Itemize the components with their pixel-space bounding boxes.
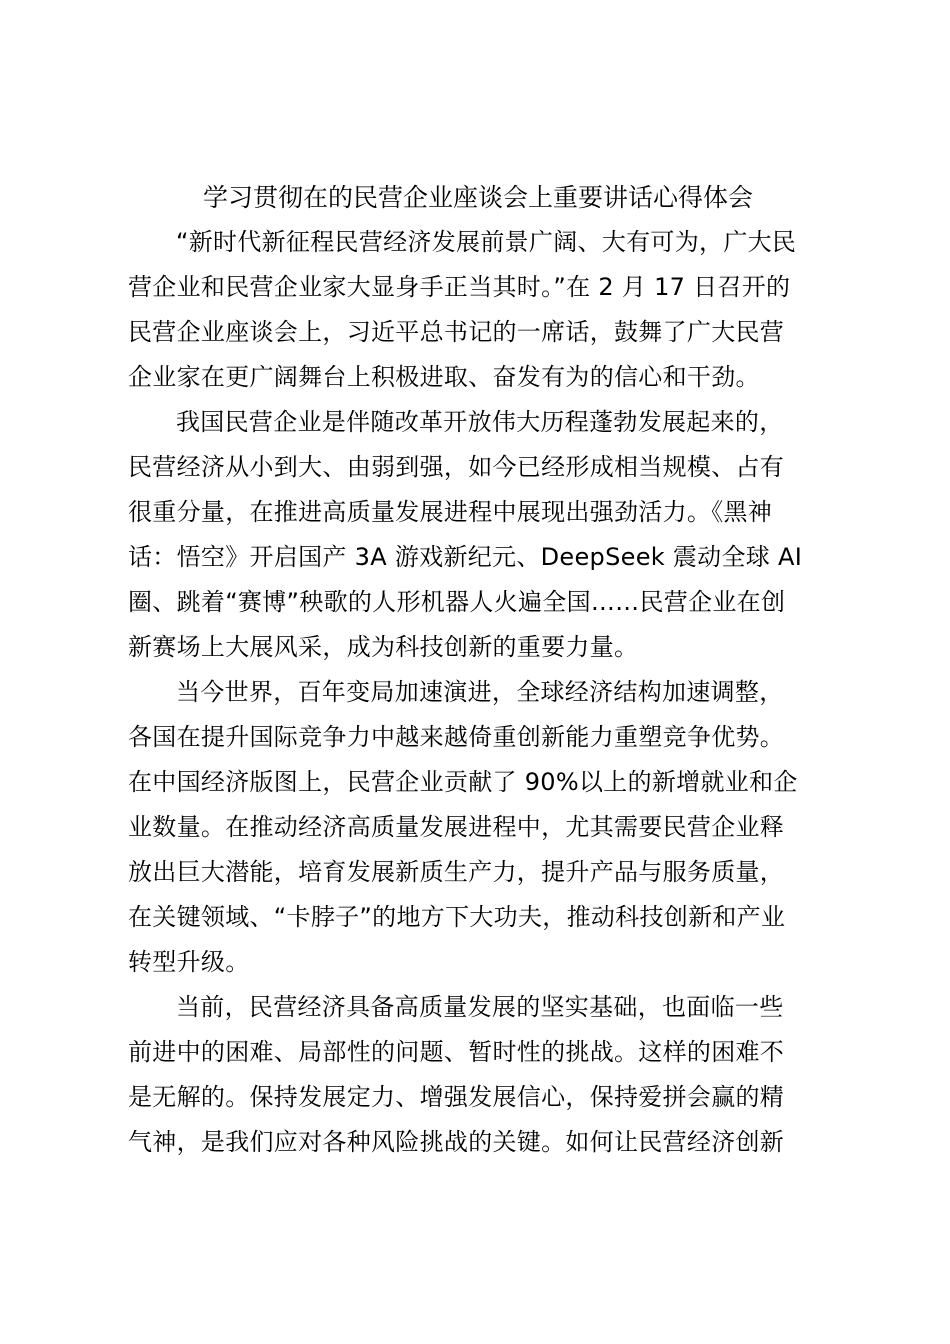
- paragraph-3: [128, 670, 828, 985]
- text-line: 在关键领域、“卡脖子”的地方下大功夫，推动科技创新和产业: [128, 903, 786, 931]
- text-line: “新时代新征程民营经济发展前景广阔、大有可为，广大民: [176, 228, 797, 256]
- text-line: 当今世界，百年变局加速演进，全球经济结构加速调整，: [176, 678, 784, 706]
- text-line: 新赛场上大展风采，成为科技创新的重要力量。: [128, 633, 639, 661]
- text-line: 前进中的困难、局部性的问题、暂时性的挑战。这样的困难不: [128, 1038, 785, 1066]
- text-line: 气神，是我们应对各种风险挑战的关键。如何让民营经济创新: [128, 1128, 785, 1156]
- text-line: 我国民营企业是伴随改革开放伟大历程蓬勃发展起来的，: [176, 408, 784, 436]
- text-line: 放出巨大潜能，培育发展新质生产力，提升产品与服务质量，: [128, 858, 785, 886]
- text-line: 转型升级。: [128, 948, 250, 976]
- document-body: [128, 220, 828, 1165]
- text-line: 圈、跳着“赛博”秧歌的人形机器人火遍全国……民营企业在创: [128, 588, 786, 616]
- text-line: 当前，民营经济具备高质量发展的坚实基础，也面临一些: [176, 993, 784, 1021]
- text-line: 各国在提升国际竞争力中越来越倚重创新能力重塑竞争优势。: [128, 723, 785, 751]
- text-line: 营企业和民营企业家大显身手正当其时。”在 2 月 17 日召开的: [128, 273, 791, 301]
- paragraph-1: [128, 220, 828, 400]
- document-title: 学习贯彻在的民营企业座谈会上重要讲话心得体会: [202, 183, 753, 212]
- text-line: 民营企业座谈会上，习近平总书记的一席话，鼓舞了广大民营: [128, 318, 785, 346]
- paragraph-4: [128, 985, 828, 1165]
- text-line: 话：悟空》开启国产 3A 游戏新纪元、DeepSeek 震动全球 AI: [128, 543, 803, 571]
- text-line: 在中国经济版图上，民营企业贡献了 90%以上的新增就业和企: [128, 768, 798, 796]
- paragraph-2: [128, 400, 828, 670]
- text-line: 企业家在更广阔舞台上积极进取、奋发有为的信心和干劲。: [128, 363, 760, 391]
- text-line: 是无解的。保持发展定力、增强发展信心，保持爱拼会赢的精: [128, 1083, 785, 1111]
- text-line: 很重分量，在推进高质量发展进程中展现出强劲活力。《黑神: [128, 498, 773, 526]
- text-line: 业数量。在推动经济高质量发展进程中，尤其需要民营企业释: [128, 813, 785, 841]
- text-line: 民营经济从小到大、由弱到强，如今已经形成相当规模、占有: [128, 453, 785, 481]
